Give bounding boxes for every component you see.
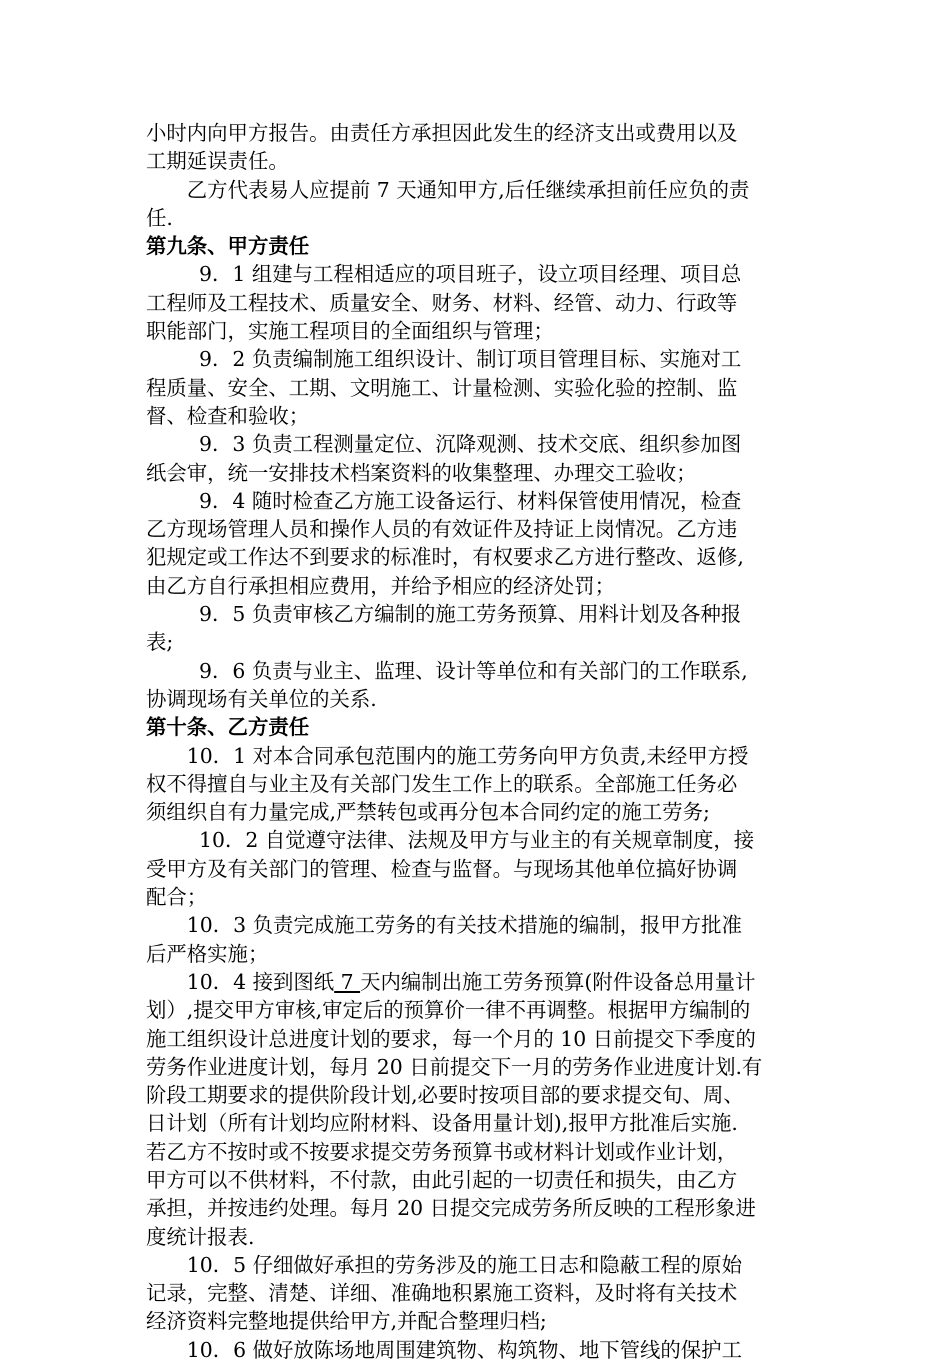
underlined-days-value: 7 (334, 969, 361, 994)
body-line: 承担，并按违约处理。每月 20 日提交完成劳务所反映的工程形象进 (146, 1196, 756, 1221)
clause-9-4: 9．4 随时检查乙方施工设备运行、材料保管使用情况，检查 (199, 488, 742, 513)
body-line: 程质量、安全、工期、文明施工、计量检测、实验化验的控制、监 (146, 375, 738, 400)
body-line: 日计划（所有计划均应附材料、设备用量计划),报甲方批准后实施. (146, 1111, 738, 1136)
body-line: 划）,提交甲方审核,审定后的预算价一律不再调整。根据甲方编制的 (146, 998, 751, 1023)
body-line: 受甲方及有关部门的管理、检查与监督。与现场其他单位搞好协调 (146, 856, 738, 881)
clause-9-3: 9．3 负责工程测量定位、沉降观测、技术交底、组织参加图 (199, 432, 742, 457)
body-line: 由乙方自行承担相应费用，并给予相应的经济处罚； (146, 573, 615, 598)
body-line: 甲方可以不供材料，不付款，由此引起的一切责任和损失，由乙方 (146, 1167, 738, 1192)
body-line: 阶段工期要求的提供阶段计划,必要时按项目部的要求提交旬、周、 (146, 1083, 744, 1108)
clause-10-1: 10．1 对本合同承包范围内的施工劳务向甲方负责,未经甲方授 (186, 743, 749, 768)
clause-9-1: 9．1 组建与工程相适应的项目班子，设立项目经理、项目总 (199, 262, 742, 287)
document-page (146, 119, 806, 1364)
body-line: 施工组织设计总进度计划的要求，每一个月的 10 日前提交下季度的 (146, 1026, 756, 1051)
body-line: 乙方现场管理人员和操作人员的有效证件及持证上岗情况。乙方违 (146, 517, 738, 542)
body-line: 犯规定或工作达不到要求的标准时，有权要求乙方进行整改、返修, (146, 545, 744, 570)
clause-10-3: 10．3 负责完成施工劳务的有关技术措施的编制，报甲方批准 (186, 913, 742, 938)
body-line: 工程师及工程技术、质量安全、财务、材料、经管、动力、行政等 (146, 290, 738, 315)
body-line: 小时内向甲方报告。由责任方承担因此发生的经济支出或费用以及 (146, 121, 738, 145)
clause-10-2: 10．2 自觉遵守法律、法规及甲方与业主的有关规章制度，接 (199, 828, 755, 853)
body-line: 权不得擅自与业主及有关部门发生工作上的联系。全部施工任务必 (146, 771, 738, 796)
clause-10-4 (146, 968, 806, 996)
clause-10-6: 10．6 做好放陈场地周围建筑物、构筑物、地下管线的保护工 (186, 1337, 742, 1362)
body-line: 职能部门，实施工程项目的全面组织与管理； (146, 319, 554, 344)
clause-text: 10．4 接到图纸 (186, 969, 335, 994)
body-line: 表; (146, 630, 174, 655)
section-heading-9: 第九条、甲方责任 (146, 234, 310, 259)
body-line: 后严格实施； (146, 941, 269, 966)
body-line: 记录，完整、清楚、详细、准确地积累施工资料，及时将有关技术 (146, 1281, 738, 1306)
clause-9-2: 9．2 负责编制施工组织设计、制订项目管理目标、实施对工 (199, 347, 742, 372)
body-line: 工期延误责任。 (146, 149, 289, 174)
clause-9-5: 9．5 负责审核乙方编制的施工劳务预算、用料计划及各种报 (199, 602, 742, 627)
body-line: 若乙方不按时或不按要求提交劳务预算书或材料计划或作业计划， (146, 1139, 738, 1164)
body-line: 配合； (146, 885, 208, 910)
body-line: 度统计报表. (146, 1224, 255, 1249)
clause-10-5: 10．5 仔细做好承担的劳务涉及的施工日志和隐蔽工程的原始 (186, 1252, 742, 1277)
body-line: 纸会审，统一安排技术档案资料的收集整理、办理交工验收； (146, 460, 697, 485)
body-line: 协调现场有关单位的关系. (146, 686, 377, 711)
body-line: 乙方代表易人应提前 7 天通知甲方,后任继续承担前任应负的责 (186, 177, 750, 202)
clause-9-6: 9．6 负责与业主、监理、设计等单位和有关部门的工作联系, (199, 658, 748, 683)
body-line: 经济资料完整地提供给甲方,并配合整理归档; (146, 1309, 547, 1334)
body-line: 任. (146, 205, 173, 230)
body-line: 须组织自有力量完成,严禁转包或再分包本合同约定的施工劳务; (146, 800, 710, 825)
section-heading-10: 第十条、乙方责任 (146, 715, 310, 740)
body-line: 劳务作业进度计划，每月 20 日前提交下一月的劳务作业进度计划.有 (146, 1054, 763, 1079)
body-line: 督、检查和验收； (146, 403, 310, 428)
clause-text: 天内编制出施工劳务预算(附件设备总用量计 (360, 969, 756, 994)
